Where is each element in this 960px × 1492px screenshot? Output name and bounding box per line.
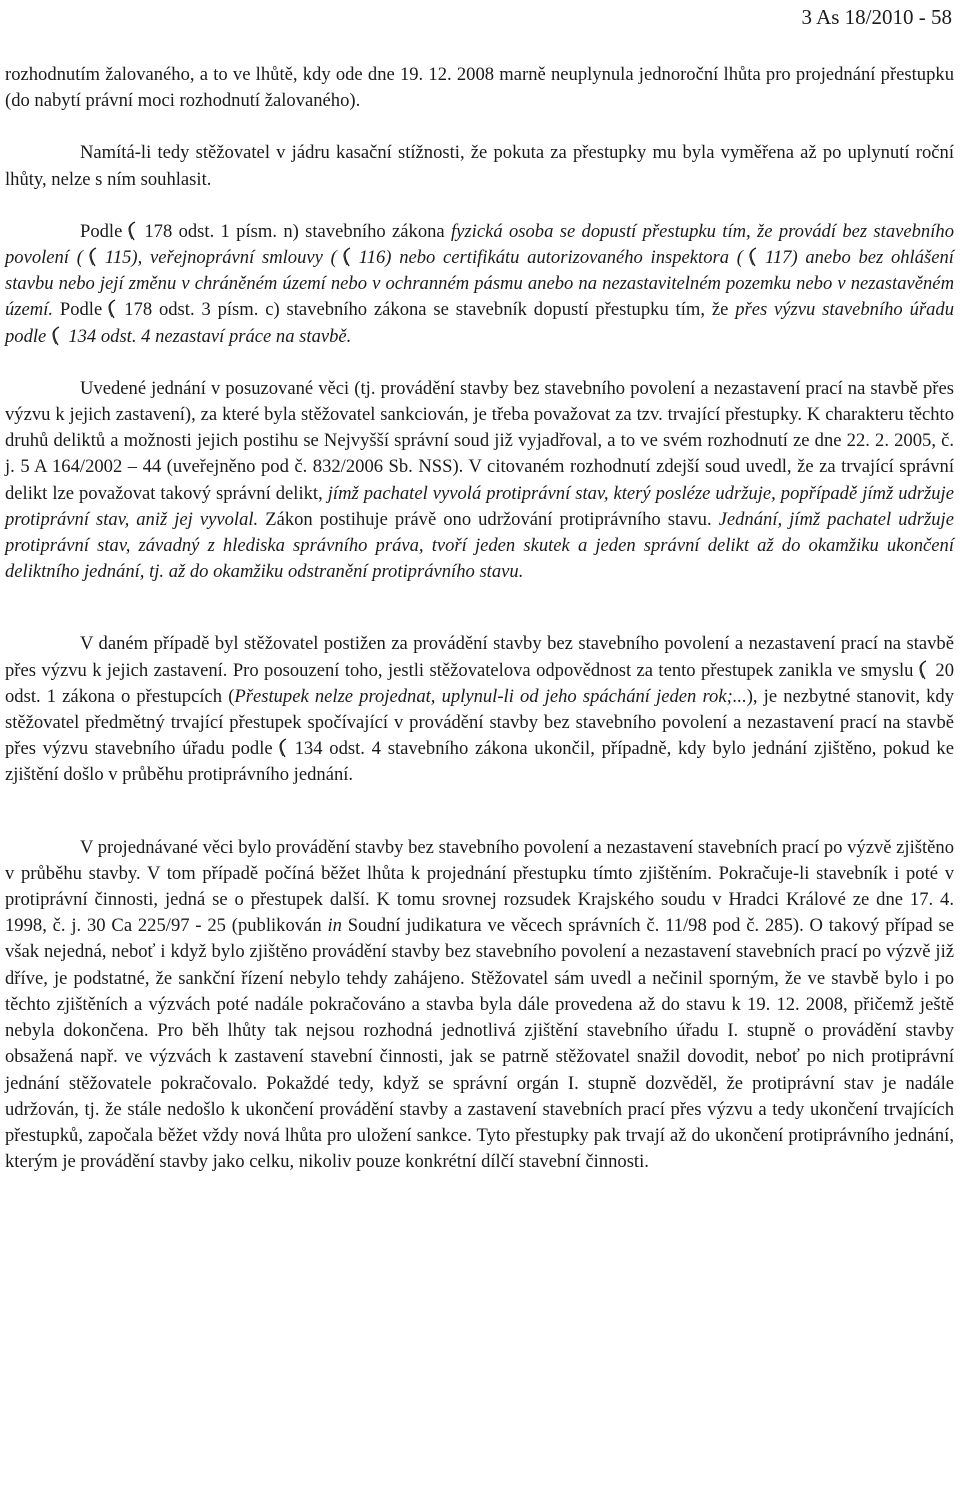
section-sign-icon <box>277 738 289 758</box>
text-run: Podle <box>59 299 103 321</box>
paragraph-1: rozhodnutím žalovaného, a to ve lhůtě, kdy ode dne 19. 12. 2008 marně neuplynula jednoroční lhůta pro projednání přestupku (do nabytí právní moci rozhodnutí žalovaného). <box>5 64 954 112</box>
paragraph-4 <box>5 376 954 586</box>
paragraph-2: Namítá-li tedy stěžovatel v jádru kasační stížnosti, že pokuta za přestupky mu byla vyměřena až po uplynutí roční lhůty, nelze s ním souhlasit. <box>5 142 954 190</box>
section-sign-icon <box>341 247 353 267</box>
text-run: 178 odst. 1 písm. n) stavebního zákona <box>144 220 445 242</box>
text-run: Soudní judikatura ve věcech správních č. 11/98 pod č. 285). O takový případ se však nejedná, neboť i když bylo zjištěno provádění stavby bez stavebního povolení a nezastavení stavebních prací po výzvě již dříve, je podstatné, že sankční řízení nebylo tehdy zahájeno. Stěžovatel sám uvedl a nečinil sporným, že ve stavbě bylo i po těchto zjištěních a výzvách poté nadále pokračováno a stavba byla dále provedena až do stavu k 19. 12. 2008, přičemž ještě nebyla dokončena. Pro běh lhůty tak nejsou rozhodná jednotlivá zjištění stavebního úřadu I. stupně o provádění stavby obsažená např. ve výzvách k zastavení stavební činnosti, jak se patrně stěžovatel snažil dovodit, neboť po nich protiprávní jednání stěžovatele pokračovalo. Pokaždé tedy, když se správní orgán I. stupně dozvěděl, že protiprávní stav je nadále udržován, tj. že stále nedošlo k ukončení provádění stavby a zastavení stavebních prací přes výzvu a tedy ukončení trvajících přestupků, započala běžet vždy nová lhůta pro uložení sankce. Tyto přestupky pak trvají až do ukončení protiprávního jednání, kterým je provádění stavby jako celku, nikoliv pouze konkrétní dílčí stavební činnosti. <box>5 915 955 1173</box>
section-sign-icon <box>917 660 929 680</box>
section-sign-icon <box>106 299 118 319</box>
quoted-text: 115), veřejnoprávní smlouvy ( <box>104 247 337 269</box>
text-run: Zákon postihuje právě ono udržování protiprávního stavu. <box>265 508 712 530</box>
text-run: V daném případě byl stěžovatel postižen za provádění stavby bez stavebního povolení a nezastavení prací na stavbě přes výzvu k jejich zastavení. Pro posouzení toho, jestli stěžovatelova odpovědnost za tento přestupek zanikla ve smyslu <box>5 633 954 681</box>
text-run: ), je nezbytné stanovit, kdy stěžovatel předmětný trvající přestupek spočívající v provádění stavby bez stavebního povolení a nezastavení prací na stavbě přes výzvu stavebního úřadu podle <box>5 685 954 760</box>
section-sign-icon <box>747 247 759 267</box>
text-run: Podle <box>80 220 123 242</box>
text-run: 134 odst. 4 stavebního zákona ukončil, případně, kdy bylo jednání zjištěno, pokud ke zjištění došlo v průběhu protiprávního jednání. <box>5 738 954 786</box>
quoted-text: 116) nebo certifikátu autorizovaného inspektora ( <box>358 247 743 269</box>
quoted-text: 134 odst. 4 nezastaví práce na stavbě. <box>68 325 352 347</box>
text-run: 178 odst. 3 písm. c) stavebního zákona se stavebník dopustí přestupku tím, že <box>124 299 729 321</box>
case-number-header: 3 As 18/2010 - 58 <box>801 5 952 29</box>
quoted-text: 117) anebo bez ohlášení stavbu nebo její změnu v chráněném území nebo v ochranném pásmu anebo na nezastavitelném pozemku nebo v nezastavěném území. <box>5 247 954 321</box>
section-sign-icon <box>87 247 99 267</box>
paragraph-6 <box>5 835 954 1176</box>
text-run: V projednávané věci bylo provádění stavby bez stavebního povolení a nezastavení stavebních prací po výzvě zjištěno v průběhu stavby. V tom případě počíná běžet lhůta k projednání přestupku tímto zjištěním. Pokračuje-li stavebník i poté v protiprávní činnosti, jedná se o přestupek další. K tomu srovnej rozsudek Krajského soudu v Hradci Králové ze dne 17. 4. 1998, č. j. 30 Ca 225/97 - 25 (publikován <box>5 836 954 937</box>
paragraph-3 <box>5 219 954 350</box>
quoted-text: přes výzvu stavebního úřadu podle <box>5 299 954 347</box>
text-run: Uvedené jednání v posuzované věci (tj. provádění stavby bez stavebního povolení a nezastavení prací na stavbě přes výzvu k jejich zastavení), za které byla stěžovatel sankciován, je třeba považovat za tzv. trvající přestupky. K charakteru těchto druhů deliktů a možnosti jejich postihu se Nejvyšší správní soud již vyjadřoval, a to ve svém rozhodnutí ze dne 22. 2. 2005, č. j. 5 A 164/2002 – 44 (uveřejněno pod č. 832/2006 Sb. NSS). V citovaném rozhodnutí zdejší soud uvedl, že za trvající správní delikt lze považovat takový správní delikt, <box>5 377 954 504</box>
quoted-text: fyzická osoba se dopustí přestupku tím, že provádí bez stavebního povolení ( <box>5 220 954 269</box>
quoted-text: in <box>327 915 342 937</box>
text-run: 20 odst. 1 zákona o přestupcích ( <box>5 659 954 707</box>
quoted-text: jímž pachatel vyvolá protiprávní stav, který posléze udržuje, popřípadě jímž udržuje protiprávní stav, aniž jej vyvolal. <box>5 482 954 530</box>
section-sign-icon <box>126 221 138 241</box>
document-body <box>5 62 954 1175</box>
paragraph-5 <box>5 631 954 788</box>
quoted-text: Přestupek nelze projednat, uplynul-li od jeho spáchání jeden rok;... <box>234 685 747 707</box>
quoted-text: Jednání, jímž pachatel udržuje protiprávní stav, závadný z hlediska správního práva, tvoří jeden skutek a jeden správní delikt až do okamžiku ukončení deliktního jednání, tj. až do okamžiku odstranění protiprávního stavu. <box>5 508 954 583</box>
section-sign-icon <box>50 326 62 346</box>
